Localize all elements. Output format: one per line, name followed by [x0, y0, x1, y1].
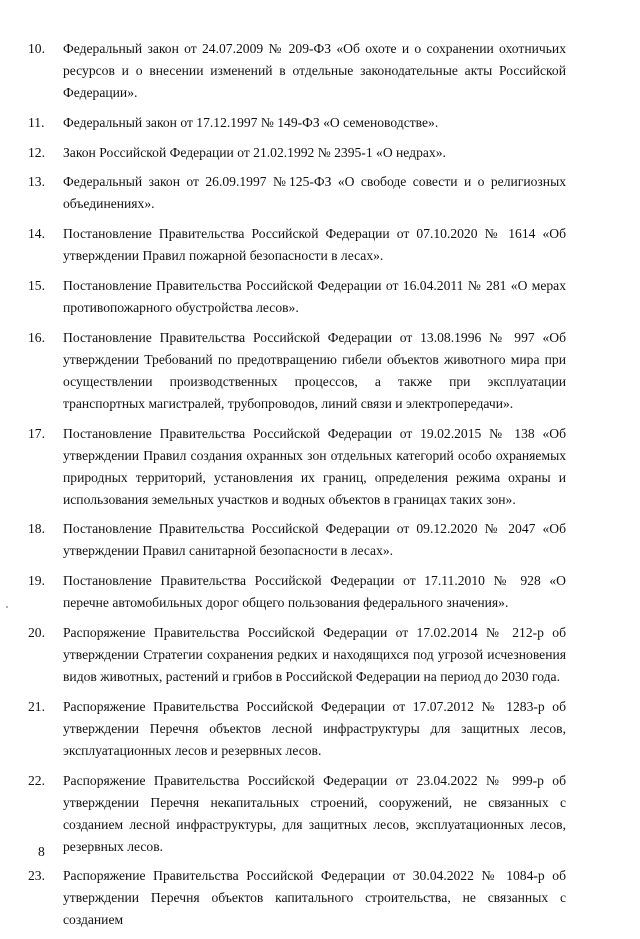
item-text: Федеральный закон от 24.07.2009 № 209-ФЗ «Об охоте и о сохранении охотничьих ресурсов и о внесении изменений в отдельные законодательные акты Российской Федерации». — [63, 41, 566, 100]
list-item — [28, 112, 566, 134]
item-text: Федеральный закон от 26.09.1997 №125-ФЗ «О свободе совести и о религиозных объединениях». — [63, 174, 566, 212]
scan-speck — [6, 606, 8, 608]
item-text: Распоряжение Правительства Российской Федерации от 23.04.2022 № 999-р об утверждении Перечня некапитальных строений, сооружений, не связанных с созданием лесной инфраструктуры, для защитных лесов, эксплуатационных лесов, резервных лесов. — [63, 772, 566, 854]
list-item — [28, 171, 566, 215]
item-text: Распоряжение Правительства Российской Федерации от 17.07.2012 № 1283-р об утверждении Перечня объектов лесной инфраструктуры для защитных лесов, эксплуатационных лесов и резервных лесов. — [63, 698, 566, 758]
list-item — [28, 327, 566, 415]
item-text: Постановление Правительства Российской Федерации от 16.04.2011 № 281 «О мерах противопожарного обустройства лесов». — [63, 277, 566, 315]
item-text: Федеральный закон от 17.12.1997 № 149-ФЗ «О семеноводстве». — [63, 114, 439, 130]
item-number: 15. — [28, 277, 45, 293]
item-number: 19. — [28, 573, 45, 589]
list-item — [28, 518, 566, 562]
item-number: 13. — [28, 174, 45, 190]
list-item — [28, 275, 566, 319]
list-item — [28, 570, 566, 614]
item-number: 18. — [28, 521, 45, 537]
item-number: 11. — [28, 114, 45, 130]
list-item — [28, 142, 566, 164]
legal-acts-list — [28, 38, 566, 939]
item-number: 22. — [28, 772, 45, 788]
list-item — [28, 696, 566, 762]
item-number: 12. — [28, 144, 45, 160]
item-text: Распоряжение Правительства Российской Федерации от 30.04.2022 № 1084-р об утверждении Перечня объектов капитального строительства, не связанных с созданием — [63, 868, 566, 928]
item-number: 16. — [28, 329, 45, 345]
list-item — [28, 223, 566, 267]
item-text: Распоряжение Правительства Российской Федерации от 17.02.2014 № 212-р об утверждении Стратегии сохранения редких и находящихся под угрозой исчезновения видов животных, растений и грибов в Российской Федерации на период до 2030 года. — [63, 624, 566, 684]
page-number: 8 — [38, 844, 45, 859]
item-number: 17. — [28, 425, 45, 441]
list-item — [28, 770, 566, 858]
item-text: Постановление Правительства Российской Федерации от 17.11.2010 № 928 «О перечне автомобильных дорог общего пользования федерального значения». — [63, 573, 566, 611]
item-number: 14. — [28, 226, 45, 242]
item-text: Постановление Правительства Российской Федерации от 09.12.2020 № 2047 «Об утверждении Правил санитарной безопасности в лесах». — [63, 521, 566, 559]
list-item — [28, 38, 566, 104]
item-number: 21. — [28, 698, 45, 714]
item-number: 20. — [28, 624, 45, 640]
list-item — [28, 622, 566, 688]
item-text: Закон Российской Федерации от 21.02.1992 № 2395-1 «О недрах». — [63, 144, 446, 160]
list-item — [28, 423, 566, 511]
item-text: Постановление Правительства Российской Федерации от 07.10.2020 № 1614 «Об утверждении Правил пожарной безопасности в лесах». — [63, 226, 566, 264]
item-number: 10. — [28, 41, 45, 56]
list-item — [28, 865, 566, 931]
item-number: 23. — [28, 868, 45, 884]
item-text: Постановление Правительства Российской Федерации от 13.08.1996 № 997 «Об утверждении Требований по предотвращению гибели объектов животного мира при осуществлении производственных процессов, а также при эксплуатации транспортных магистралей, трубопроводов, линий связи и электропередачи». — [63, 329, 566, 411]
item-text: Постановление Правительства Российской Федерации от 19.02.2015 № 138 «Об утверждении Правил создания охранных зон отдельных категорий особо охраняемых природных территорий, установления их границ, определения режима охраны и использования земельных участков и водных объектов в границах таких зон». — [63, 425, 566, 507]
